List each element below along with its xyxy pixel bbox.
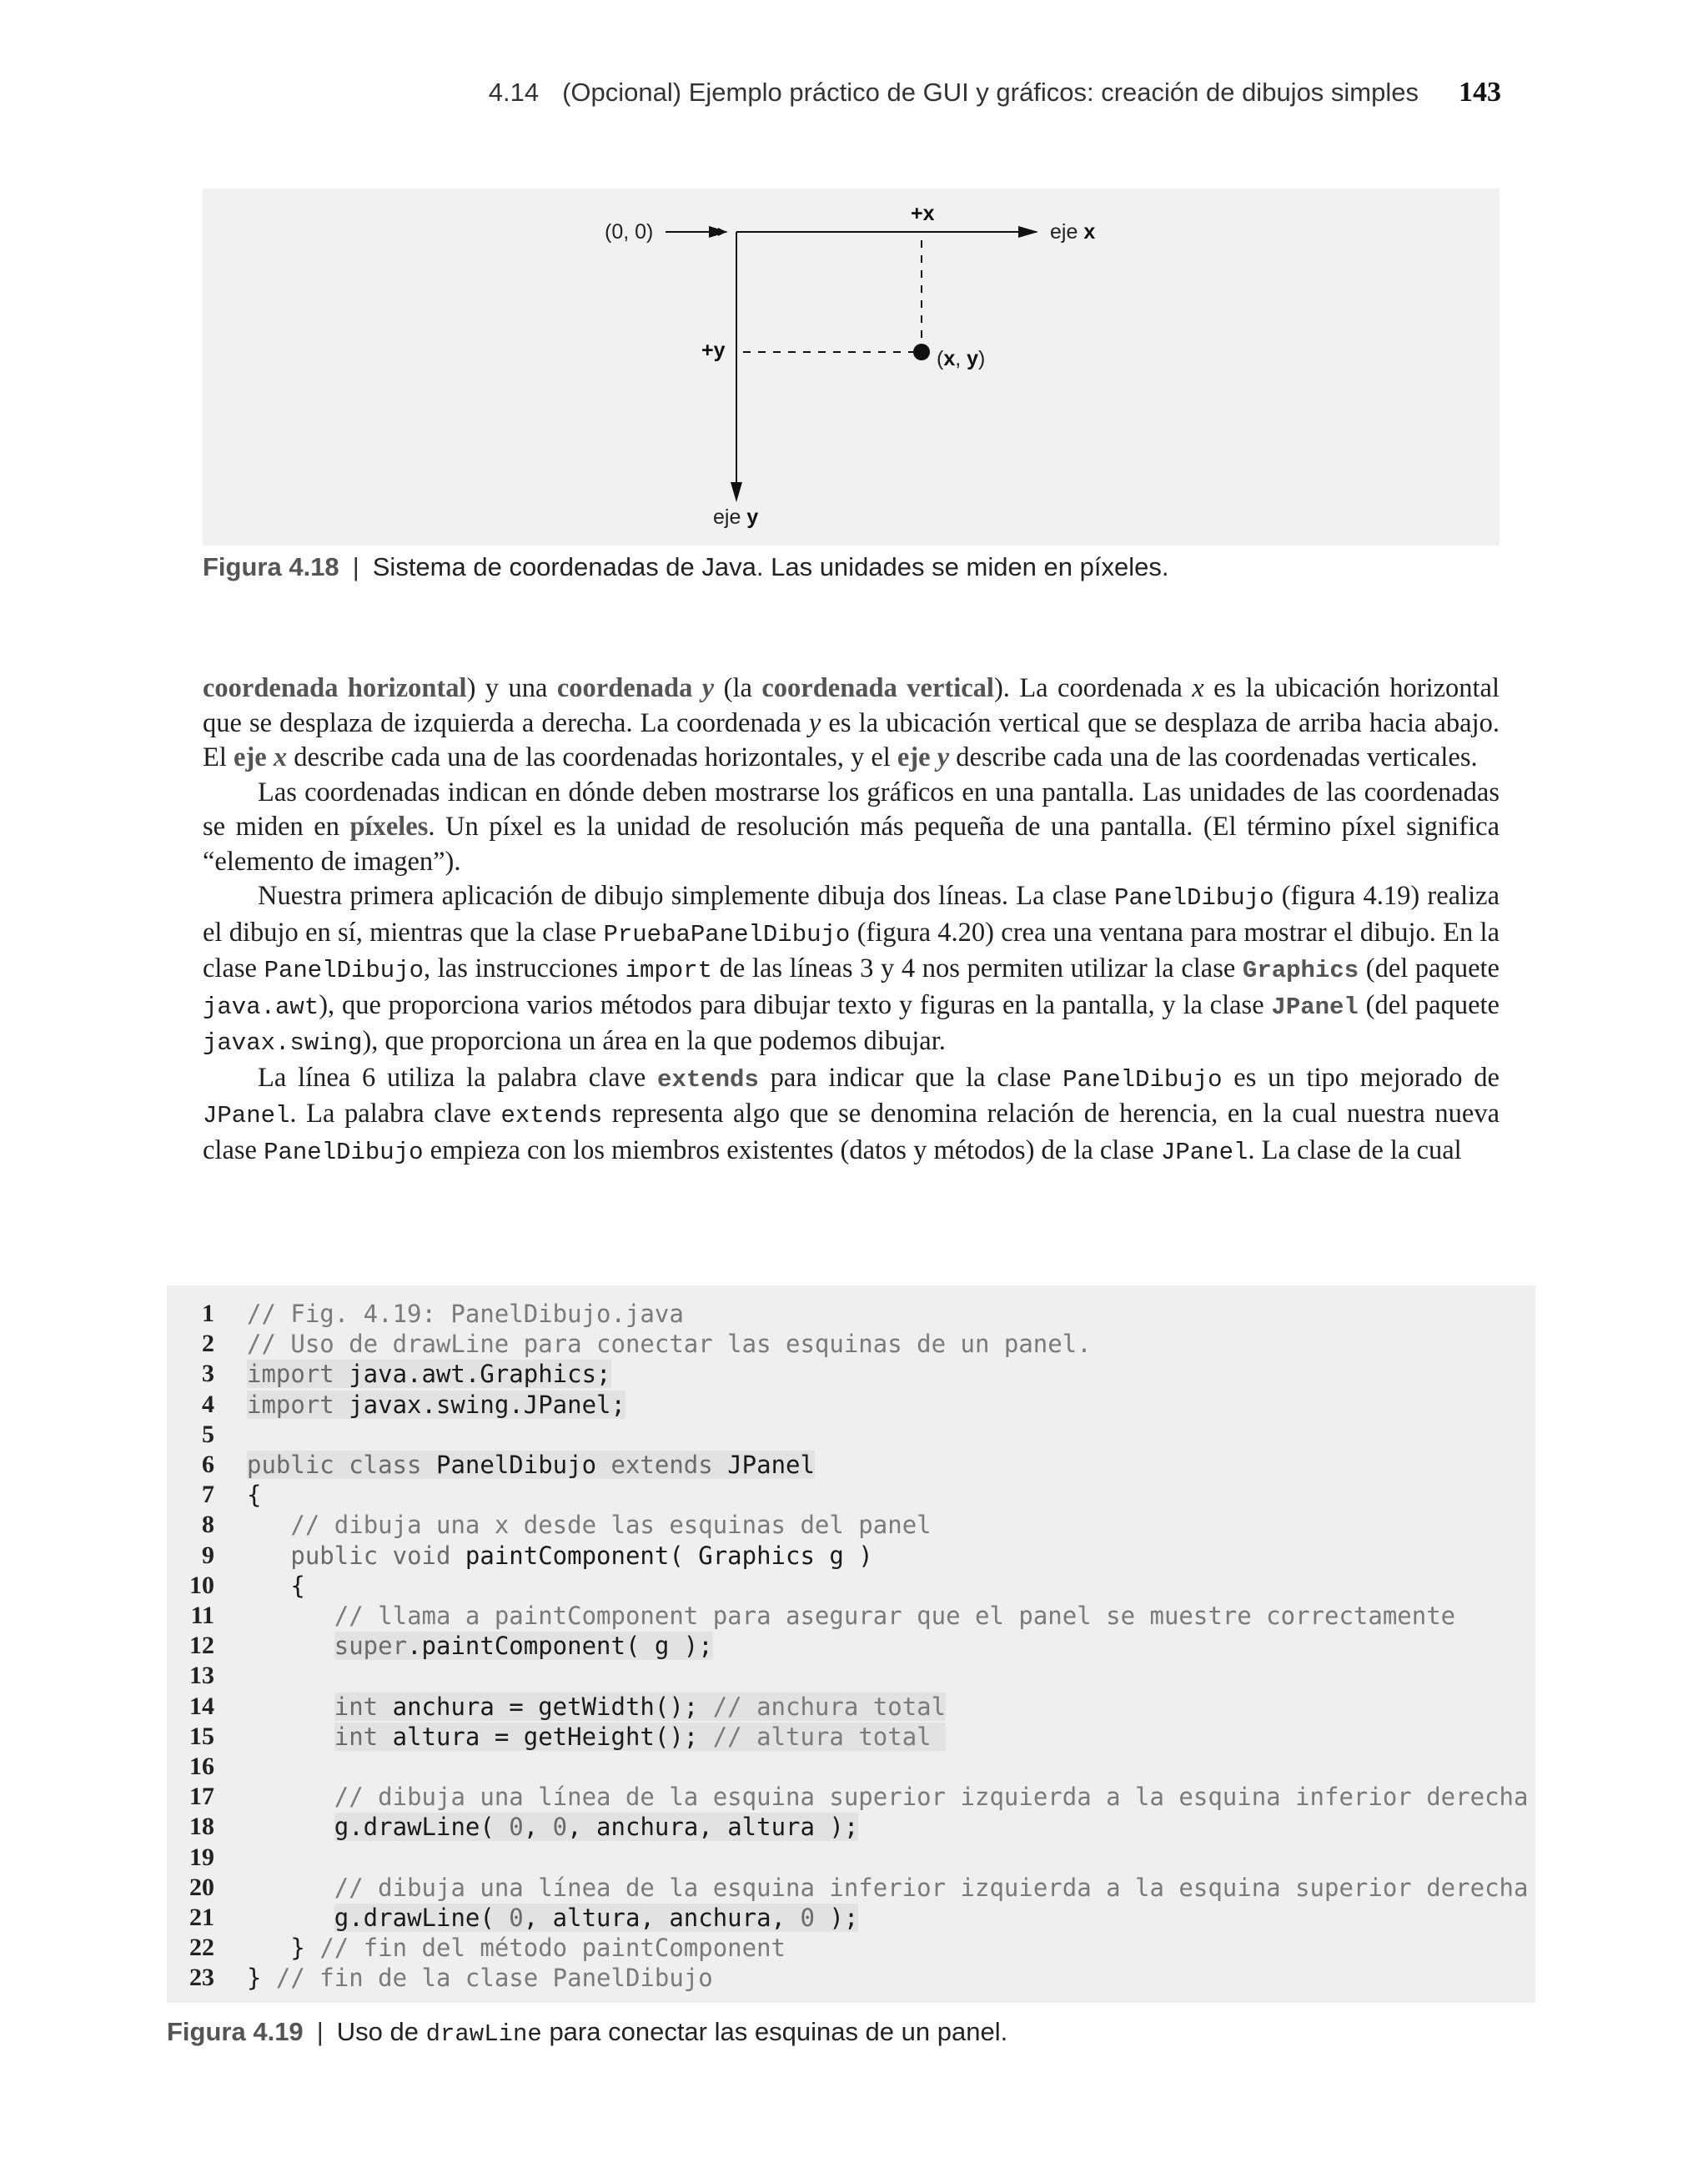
- line-number: 6: [202, 1451, 214, 1478]
- line-number: 5: [202, 1420, 214, 1448]
- line-number: 12: [189, 1632, 214, 1660]
- y-axis-label: eje y: [713, 506, 759, 529]
- code-line: [167, 1421, 1535, 1451]
- code-line: [167, 1844, 1535, 1874]
- code-line: [167, 1511, 1535, 1541]
- line-number: 4: [202, 1390, 214, 1418]
- line-number: 1: [202, 1300, 214, 1327]
- code-text: {: [247, 1481, 262, 1510]
- line-number: 7: [202, 1481, 214, 1509]
- code-text: public void paintComponent( Graphics g ): [290, 1541, 873, 1570]
- code-line: [167, 1572, 1535, 1602]
- paragraph-2: Las coordenadas indican en dónde deben mostrarse los gráficos en una pantalla. Las unidades de las coordenadas se miden en píxeles. Un píxel es la unidad de resolución más pequeña de una pantalla. (El término píxel significa “elemento de imagen”).: [203, 777, 1500, 877]
- code-line: [167, 1693, 1535, 1723]
- code-line: [167, 1874, 1535, 1904]
- line-number: 15: [189, 1722, 214, 1750]
- line-number: 13: [189, 1662, 214, 1690]
- code-line: [167, 1753, 1535, 1783]
- line-number: 3: [202, 1360, 214, 1388]
- code-text: import java.awt.Graphics;: [247, 1360, 611, 1389]
- code-line: [167, 1813, 1535, 1843]
- code-line: [167, 1904, 1535, 1934]
- caption-number: Figura 4.19: [167, 2017, 304, 2046]
- section-title: (Opcional) Ejemplo práctico de GUI y gráficos: creación de dibujos simples: [562, 78, 1419, 107]
- code-line: [167, 1451, 1535, 1481]
- code-text: g.drawLine( 0, 0, anchura, altura );: [334, 1813, 859, 1842]
- body-text: [203, 672, 1500, 1169]
- code-line: [167, 1632, 1535, 1662]
- line-number: 9: [202, 1541, 214, 1569]
- code-text: } // fin del método paintComponent: [247, 1934, 786, 1963]
- code-line: [167, 1360, 1535, 1390]
- code-line: [167, 1934, 1535, 1964]
- line-number: 14: [189, 1692, 214, 1720]
- line-number: 20: [189, 1873, 214, 1901]
- code-text: int anchura = getWidth(); // anchura total: [334, 1692, 947, 1721]
- code-text: {: [247, 1571, 305, 1600]
- code-line: [167, 1602, 1535, 1632]
- figure-coordinate-system: [203, 189, 1500, 546]
- caption-number: Figura 4.18: [203, 552, 339, 581]
- code-text: // dibuja una línea de la esquina superior izquierda a la esquina inferior derecha: [334, 1783, 1529, 1812]
- origin-label: (0, 0): [605, 220, 654, 244]
- code-text: // Fig. 4.19: PanelDibujo.java: [247, 1300, 684, 1328]
- paragraph-3: Nuestra primera aplicación de dibujo simplemente dibuja dos líneas. La clase PanelDibujo (figura 4.19) realiza el dibujo en sí, mientras que la clase PruebaPanelDibujo (figura 4.20) crea una ventana para mostrar el dibujo. En la clase PanelDibujo, las instrucciones import de las líneas 3 y 4 nos permiten utilizar la clase Graphics (del paquete java.awt), que proporciona varios métodos para dibujar texto y figuras en la pantalla, y la clase JPanel (del paquete javax.swing), que proporciona un área en la que podemos dibujar.: [203, 881, 1500, 1057]
- line-number: 22: [189, 1934, 214, 1962]
- caption-separator: |: [316, 2017, 324, 2046]
- coordinate-diagram: [203, 189, 1500, 546]
- code-line: [167, 1300, 1535, 1330]
- point-label: (x, y): [937, 347, 986, 370]
- code-text: g.drawLine( 0, altura, anchura, 0 );: [334, 1904, 859, 1932]
- plus-x-label: +x: [911, 202, 935, 225]
- line-number: 21: [189, 1904, 214, 1931]
- code-text: // llama a paintComponent para asegurar que el panel se muestre correctamente: [334, 1602, 1456, 1630]
- code-text: import javax.swing.JPanel;: [247, 1390, 625, 1419]
- page-number: 143: [1459, 77, 1501, 108]
- line-number: 2: [202, 1330, 214, 1358]
- section-number: 4.14: [488, 78, 540, 107]
- line-number: 23: [189, 1964, 214, 1992]
- code-line: [167, 1330, 1535, 1360]
- code-line: [167, 1481, 1535, 1511]
- line-number: 10: [189, 1571, 214, 1599]
- caption-text-pre: Uso de: [336, 2017, 426, 2046]
- code-line: [167, 1391, 1535, 1421]
- line-number: 19: [189, 1843, 214, 1871]
- paragraph-4: La línea 6 utiliza la palabra clave extends para indicar que la clase PanelDibujo es un tipo mejorado de JPanel. La palabra clave extends representa algo que se denomina relación de herencia, en la cual nuestra nueva clase PanelDibujo empieza con los miembros existentes (datos y métodos) de la clase JPanel. La clase de la cual: [203, 1062, 1500, 1166]
- x-axis-arrowhead: [1018, 226, 1038, 238]
- code-text: } // fin de la clase PanelDibujo: [247, 1964, 713, 1993]
- line-number: 16: [189, 1753, 214, 1780]
- code-listing: [167, 1285, 1535, 2003]
- paragraph-1: coordenada horizontal) y una coordenada y (la coordenada vertical). La coordenada x es la ubicación horizontal que se desplaza de izquierda a derecha. La coordenada y es la ubicación vertical que se desplaza de arriba hacia abajo. El eje x describe cada una de las coordenadas horizontales, y el eje y describe cada una de las coordenadas verticales.: [203, 673, 1500, 772]
- line-number: 18: [189, 1813, 214, 1841]
- line-number: 17: [189, 1783, 214, 1811]
- caption-text: Sistema de coordenadas de Java. Las unidades se miden en píxeles.: [372, 552, 1169, 581]
- figure-4-19-caption: [167, 2017, 1007, 2048]
- code-text: public class PanelDibujo extends JPanel: [247, 1451, 815, 1479]
- plus-y-label: +y: [701, 339, 726, 362]
- code-text: // Uso de drawLine para conectar las esquinas de un panel.: [247, 1330, 1092, 1359]
- point-xy: [913, 344, 930, 360]
- caption-code: drawLine: [425, 2020, 542, 2048]
- code-line: [167, 1783, 1535, 1813]
- code-line: [167, 1542, 1535, 1572]
- code-line: [167, 1964, 1535, 1994]
- caption-separator: |: [352, 552, 359, 581]
- y-axis-arrowhead: [731, 482, 742, 502]
- code-text: int altura = getHeight(); // altura total: [334, 1722, 947, 1751]
- line-number: 11: [190, 1602, 214, 1629]
- code-text: super.paintComponent( g );: [334, 1632, 713, 1661]
- running-header: [0, 77, 1501, 108]
- caption-text-post: para conectar las esquinas de un panel.: [541, 2017, 1008, 2046]
- code-text: // dibuja una línea de la esquina inferior izquierda a la esquina superior derecha: [334, 1873, 1529, 1902]
- figure-4-18-caption: [203, 552, 1168, 582]
- x-axis-label: eje x: [1050, 220, 1096, 244]
- code-line: [167, 1662, 1535, 1692]
- line-number: 8: [202, 1511, 214, 1539]
- code-text: // dibuja una x desde las esquinas del panel: [290, 1511, 932, 1540]
- code-line: [167, 1723, 1535, 1753]
